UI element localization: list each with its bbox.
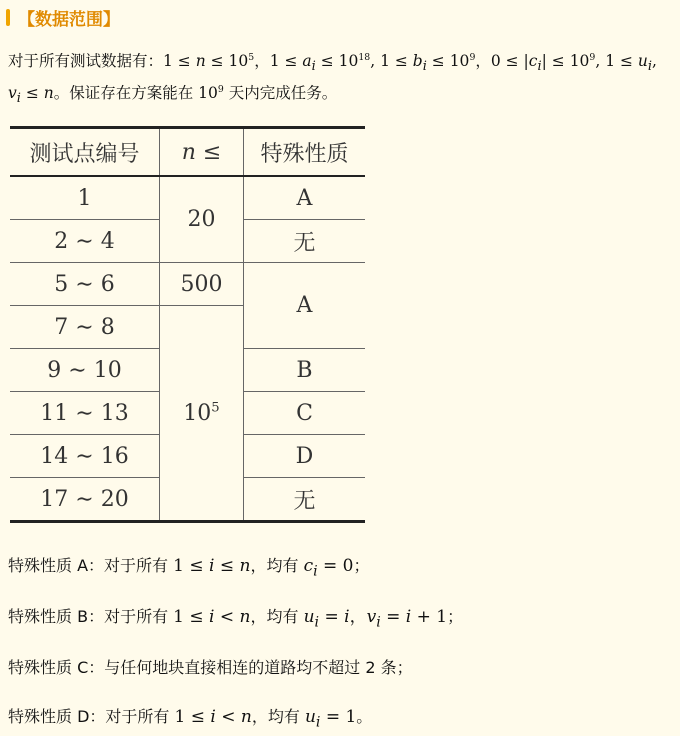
section-header (6, 4, 120, 30)
table-row (10, 263, 365, 306)
property-text: 与任何地块直接相连的道路均不超过 2 条； (104, 658, 413, 677)
property-cell: A (244, 263, 366, 349)
property-b-range: 1 ≤ i < n (173, 607, 251, 627)
table-header-cell: 特殊性质 (244, 128, 366, 177)
property-cell: 无 (244, 220, 366, 263)
header-accent-bar (6, 9, 10, 26)
n-cell: 500 (160, 263, 244, 306)
property-d-condition: $u_i = 1$ (304, 707, 357, 731)
property-cell: B (244, 349, 366, 392)
constraints-guarantee: 。保证存在方案能在 (53, 84, 199, 103)
property-cell: C (244, 392, 366, 435)
test-id-cell: 1 (10, 176, 160, 220)
property-cell: 无 (244, 478, 366, 522)
n-cell: $10^5$ (160, 306, 244, 522)
property-label: 特殊性质 B： (8, 607, 105, 626)
property-d-range: 1 ≤ i < n (174, 707, 252, 727)
test-id-cell: 2 ∼ 4 (10, 220, 160, 263)
test-id-cell: 7 ∼ 8 (10, 306, 160, 349)
property-cell: D (244, 435, 366, 478)
table-row (10, 176, 365, 220)
constraints-paragraph (8, 48, 674, 112)
table-header-row (10, 128, 365, 177)
property-c-line (8, 655, 413, 681)
test-id-cell: 9 ∼ 10 (10, 349, 160, 392)
property-text: 对于所有 (104, 556, 174, 575)
test-id-cell: 14 ∼ 16 (10, 435, 160, 478)
table-header-cell: n ≤ (160, 128, 244, 177)
property-text: ； (447, 607, 464, 626)
property-label: 特殊性质 C： (8, 658, 105, 677)
property-cell: A (244, 176, 366, 220)
days-formula: $10^9$ (198, 83, 224, 103)
test-id-cell: 11 ∼ 13 (10, 392, 160, 435)
property-b-condition: $u_i = i$，$v_i = i + 1$ (303, 607, 448, 631)
property-text: ； (353, 556, 370, 575)
property-a-range: 1 ≤ i ≤ n (173, 556, 251, 576)
property-text: 。 (356, 707, 373, 726)
constraints-end: 天内完成任务。 (223, 84, 338, 103)
property-b-line (8, 604, 463, 630)
property-text: ，均有 (250, 607, 304, 626)
property-text: ，均有 (251, 707, 305, 726)
section-title: 【数据范围】 (18, 9, 120, 30)
test-id-cell: 5 ∼ 6 (10, 263, 160, 306)
property-a-line (8, 553, 370, 579)
subtask-table (10, 126, 365, 523)
constraint-formula-1: $1 \le n \le 10^5$，$1 \le a_i \le 10^{18}$, $1 \le b_i \le 10^9$，$0 \le |c_i| \le 10^9$, $1 \le u_i$, $v_i \le n$ (8, 51, 657, 107)
n-cell: 20 (160, 176, 244, 263)
property-a-condition: $c_i = 0$ (303, 556, 354, 580)
property-text: 对于所有 (104, 607, 174, 626)
table-header-cell: 测试点编号 (10, 128, 160, 177)
property-label: 特殊性质 D： (8, 707, 106, 726)
test-id-cell: 17 ∼ 20 (10, 478, 160, 522)
property-text: 对于所有 (105, 707, 175, 726)
constraints-prefix: 对于所有测试数据有： (8, 52, 164, 70)
property-d-line (8, 704, 372, 730)
property-text: ，均有 (250, 556, 304, 575)
property-label: 特殊性质 A： (8, 556, 105, 575)
